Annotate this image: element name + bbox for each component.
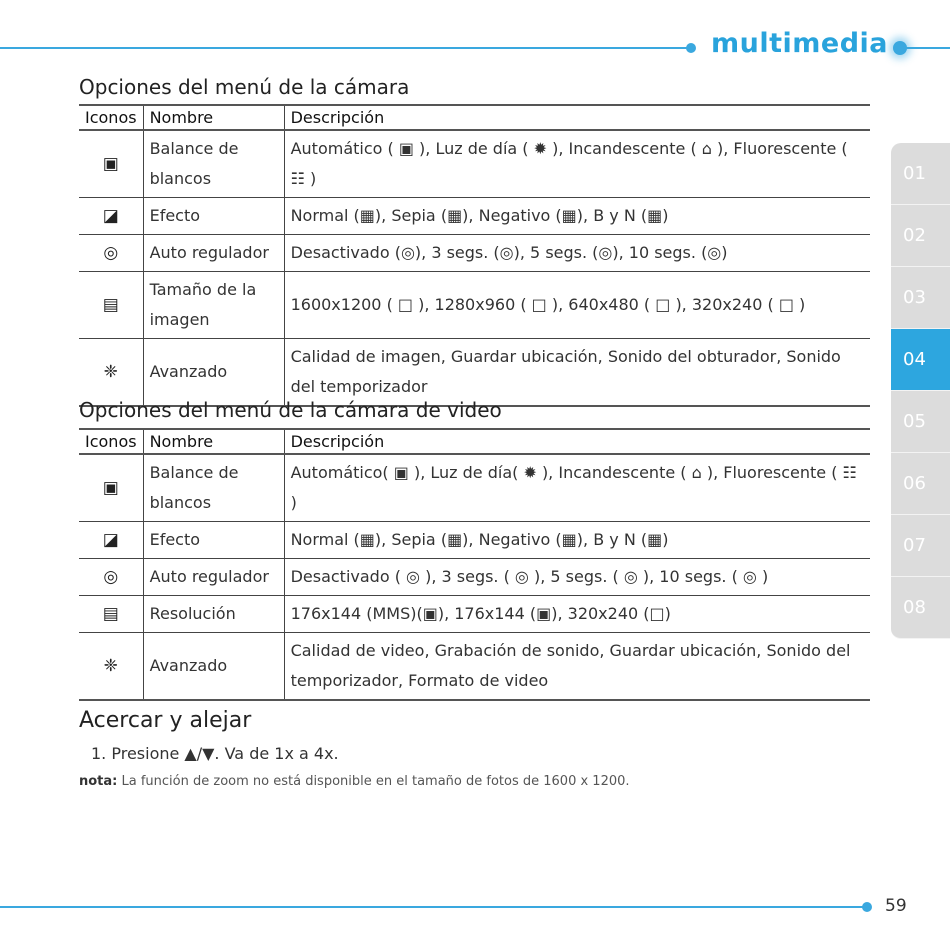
row-name: Avanzado (143, 633, 284, 701)
row-name: Efecto (143, 522, 284, 559)
row-description: 176x144 (MMS)(▣), 176x144 (▣), 320x240 (□) (284, 596, 870, 633)
row-description: Normal (▦), Sepia (▦), Negativo (▦), B y N (▦) (284, 522, 870, 559)
col-name: Nombre (143, 429, 284, 454)
timer-icon: ◎ (103, 243, 119, 263)
row-name: Auto regulador (143, 559, 284, 596)
advanced-icon: ❈ (103, 362, 118, 382)
table-row (79, 130, 870, 198)
page-number: 59 (885, 896, 907, 916)
tab-02[interactable]: 02 (891, 205, 950, 267)
tab-04[interactable]: 04 (891, 329, 950, 391)
row-description: Automático( ▣ ), Luz de día( ✹ ), Incandescente ( ⌂ ), Fluorescente ( ☷ ) (284, 454, 870, 522)
table-row (79, 272, 870, 339)
advanced-icon: ❈ (103, 656, 118, 676)
col-description: Descripción (284, 105, 870, 130)
tab-08[interactable]: 08 (891, 577, 950, 639)
size-icon: ▤ (102, 604, 119, 624)
row-description: Desactivado ( ◎ ), 3 segs. ( ◎ ), 5 segs. ( ◎ ), 10 segs. ( ◎ ) (284, 559, 870, 596)
col-icons: Iconos (79, 429, 143, 454)
footer-rule (0, 906, 866, 908)
header-rule-right (905, 47, 950, 49)
section-title-video: Opciones del menú de la cámara de video (79, 398, 502, 422)
zoom-note (79, 774, 630, 789)
section-title-camera: Opciones del menú de la cámara (79, 75, 410, 99)
video-options-table (79, 428, 870, 701)
row-name: Balance de blancos (143, 454, 284, 522)
tab-05[interactable]: 05 (891, 391, 950, 453)
effect-icon: ◪ (102, 206, 119, 226)
white-balance-icon: ▣ (102, 154, 119, 174)
effect-icon: ◪ (102, 530, 119, 550)
footer-dot (862, 902, 872, 912)
tab-06[interactable]: 06 (891, 453, 950, 515)
row-description: Desactivado (◎), 3 segs. (◎), 5 segs. (◎), 10 segs. (◎) (284, 235, 870, 272)
tab-03[interactable]: 03 (891, 267, 950, 329)
col-name: Nombre (143, 105, 284, 130)
table-row (79, 596, 870, 633)
white-balance-icon: ▣ (102, 478, 119, 498)
zoom-step: 1. Presione ▲/▼. Va de 1x a 4x. (91, 744, 339, 763)
row-name: Auto regulador (143, 235, 284, 272)
note-label: nota: (79, 774, 118, 789)
section-title-zoom: Acercar y alejar (79, 708, 252, 733)
col-description: Descripción (284, 429, 870, 454)
row-description: Automático ( ▣ ), Luz de día ( ✹ ), Incandescente ( ⌂ ), Fluorescente ( ☷ ) (284, 130, 870, 198)
row-description: Calidad de imagen, Guardar ubicación, Sonido del obturador, Sonido del temporizador (284, 339, 870, 407)
row-description: Calidad de video, Grabación de sonido, Guardar ubicación, Sonido del temporizador, Formato de video (284, 633, 870, 701)
timer-icon: ◎ (103, 567, 119, 587)
row-name: Avanzado (143, 339, 284, 407)
table-row (79, 559, 870, 596)
table-row (79, 198, 870, 235)
table-row (79, 633, 870, 701)
brand-title: multimedia (711, 28, 889, 59)
col-icons: Iconos (79, 105, 143, 130)
row-name: Tamaño de la imagen (143, 272, 284, 339)
note-text: La función de zoom no está disponible en el tamaño de fotos de 1600 x 1200. (117, 774, 630, 789)
header-rule (0, 47, 690, 49)
table-row (79, 454, 870, 522)
row-description: Normal (▦), Sepia (▦), Negativo (▦), B y N (▦) (284, 198, 870, 235)
chapter-tabs (891, 143, 950, 639)
tab-01[interactable]: 01 (891, 143, 950, 205)
camera-options-table (79, 104, 870, 407)
row-name: Efecto (143, 198, 284, 235)
size-icon: ▤ (102, 295, 119, 315)
header-dot (686, 43, 696, 53)
table-row (79, 339, 870, 407)
row-description: 1600x1200 ( □ ), 1280x960 ( □ ), 640x480 ( □ ), 320x240 ( □ ) (284, 272, 870, 339)
tab-07[interactable]: 07 (891, 515, 950, 577)
table-row (79, 235, 870, 272)
row-name: Resolución (143, 596, 284, 633)
row-name: Balance de blancos (143, 130, 284, 198)
table-row (79, 522, 870, 559)
